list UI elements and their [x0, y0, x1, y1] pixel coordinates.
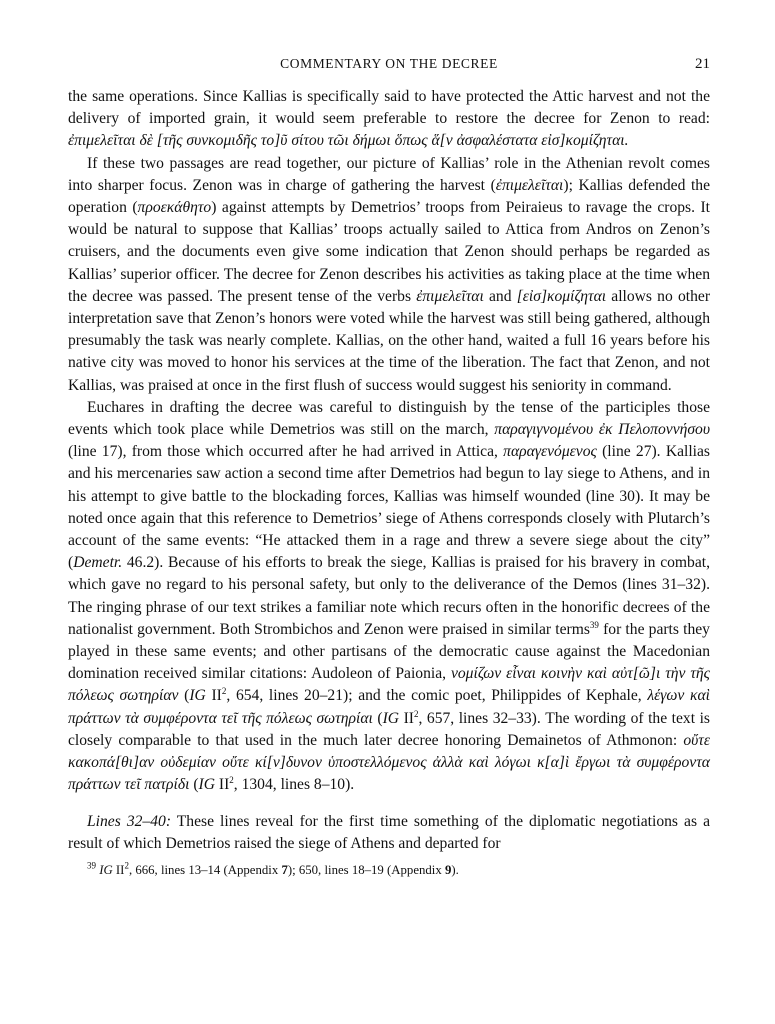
italic-run: Demetr.: [73, 554, 123, 572]
page-number: 21: [695, 56, 710, 72]
paragraph-continuation: [68, 86, 710, 153]
bold-run: 9: [444, 862, 452, 877]
italic-run: IG: [99, 862, 113, 877]
italic-run: νομίζων εἶναι κοινὴν καὶ αὐτ[ῶ]ι τὴν τῆς πόλεως σωτηρίαν: [68, 665, 710, 705]
paragraph: [68, 153, 710, 397]
text-run: II: [214, 776, 230, 794]
superscript: 2: [221, 686, 227, 697]
text-run: (: [189, 776, 199, 794]
superscript: 39: [87, 860, 96, 871]
paragraph: [68, 397, 710, 797]
text-run: and: [483, 287, 517, 305]
text-run: (: [178, 687, 190, 705]
text-run: ); Kallias defended the operation (: [68, 176, 711, 217]
italic-run: [εἰσ]κομίζηται: [516, 287, 607, 305]
text-run: , 654, lines 20–21); and the comic poet, Philippides of Kephale,: [226, 687, 648, 705]
text-run: If these two passages are read together, our picture of Kallias’ role in the Athenian revolt comes into sharper focus. Zenon was in charge of gathering the harvest (: [68, 154, 710, 194]
document-page: [68, 52, 710, 879]
text-run: II: [399, 709, 414, 727]
italic-run: ἐπιμελεῖται: [416, 287, 484, 305]
text-run: II: [112, 862, 125, 877]
text-run: ).: [451, 862, 459, 877]
text-run: (line 17), from those which occurred after he had arrived in Attica,: [68, 443, 504, 461]
text-run: ); 650, lines 18–19 (Appendix: [287, 862, 445, 877]
italic-run: ἐπιμελεῖται δὲ [τῆς συνκομιδῆς το]ῦ σίτου τῶι δήμωι ὅπως ἅ[ν ἀσφαλέστατα εἰσ]κομίζηται.: [68, 132, 629, 150]
superscript: 39: [589, 619, 599, 630]
footnote: [68, 861, 710, 879]
paragraph-lines-32-40: [68, 811, 710, 855]
text-run: (: [372, 709, 383, 727]
text-run: II: [205, 687, 222, 705]
italic-run: Lines 32–40:: [87, 812, 172, 830]
running-header: [68, 52, 710, 76]
text-run: , 666, lines 13–14 (Appendix: [128, 862, 282, 877]
italic-run: ἐπιμελεῖται: [495, 176, 564, 194]
text-run: ) against attempts by Demetrios’ troops from Peiraieus to ravage the crops. It would be natural to suppose that Kallias’ troops actually sailed to Attica from Andros on Zenon’s cruisers, and the documents even give some indication that Zenon should perhaps be regarded as Kallias’ superior officer. The decree for Zenon describes his activities as taking place at the time when the decree was passed. The present tense of the verbs: [68, 199, 710, 305]
italic-run: παραγενόμενος: [503, 443, 597, 461]
italic-run: IG: [198, 776, 215, 794]
superscript: 2: [413, 708, 419, 719]
body-text: [68, 86, 710, 855]
running-title: COMMENTARY ON THE DECREE: [280, 56, 498, 71]
italic-run: παραγιγνομένου ἐκ Πελοποννήσου: [494, 421, 710, 439]
bold-run: 7: [281, 862, 288, 877]
text-run: , 1304, lines 8–10).: [233, 776, 355, 794]
italic-run: IG: [189, 687, 206, 705]
text-run: , 657, lines 32–33). The wording of the text is closely comparable to that used in the much later decree honoring Demainetos of Athmonon:: [68, 709, 710, 749]
text-run: for the parts they played in these same events; and other partisans of the democratic cause against the Macedonian domination received similar citations: Audoleon of Paionia,: [68, 620, 710, 683]
text-run: Euchares in drafting the decree was careful to distinguish by the tense of the participles those events which took place while Demetrios was still on the march,: [68, 398, 710, 439]
italic-run: προεκάθητο: [137, 199, 212, 217]
italic-run: οὔτε κακοπά[θι]αν οὐδεμίαν οὔτε κί[ν]δυνον ὑποστελλόμενος ἀλλὰ καὶ λόγωι κ[α]ὶ ἔργωι τὰ συμφέροντα πράττων τεῖ πατρίδι: [68, 731, 710, 794]
italic-run: IG: [382, 709, 400, 727]
italic-run: λέγων καὶ πράττων τὰ συμφέροντα τεῖ τῆς πόλεως σωτηρίαι: [68, 687, 710, 727]
text-run: allows no other interpretation save that Zenon’s honors were voted while the harvest was still being gathered, although presumably the task was nearly complete. Kallias, on the other hand, waited a full 16 years before his native city was moved to honor his services at the time of the liberation. The fact that Zenon, and not Kallias, was praised at once in the first flush of success would suggest his seniority in command.: [68, 287, 711, 394]
superscript: 2: [229, 775, 234, 786]
text-run: 46.2). Because of his efforts to break the siege, Kallias is praised for his bravery in combat, which gave no regard to his personal safety, but only to the deliverance of the Demos (lines 31–32). The ringing phrase of our text strikes a familiar note which recurs often in the honorific decrees of the nationalist government. Both Strombichos and Zenon were praised in similar terms: [68, 554, 710, 638]
text-run: the same operations. Since Kallias is specifically said to have protected the Attic harvest and not the delivery of imported grain, it would seem preferable to restore the decree for Zenon to read:: [68, 88, 710, 128]
superscript: 2: [124, 860, 129, 871]
text-run: These lines reveal for the first time something of the diplomatic negotiations as a result of which Demetrios raised the siege of Athens and departed for: [68, 812, 710, 852]
text-run: (line 27). Kallias and his mercenaries saw action a second time after Demetrios had begun to lay siege to Athens, and in his attempt to give battle to the blockading forces, Kallias was himself wounded (line 30). It may be noted once again that this reference to Demetrios’ siege of Athens corresponds closely with Plutarch’s account of the same events: “He attacked them in a rage and threw a severe siege about the city” (: [68, 443, 710, 572]
